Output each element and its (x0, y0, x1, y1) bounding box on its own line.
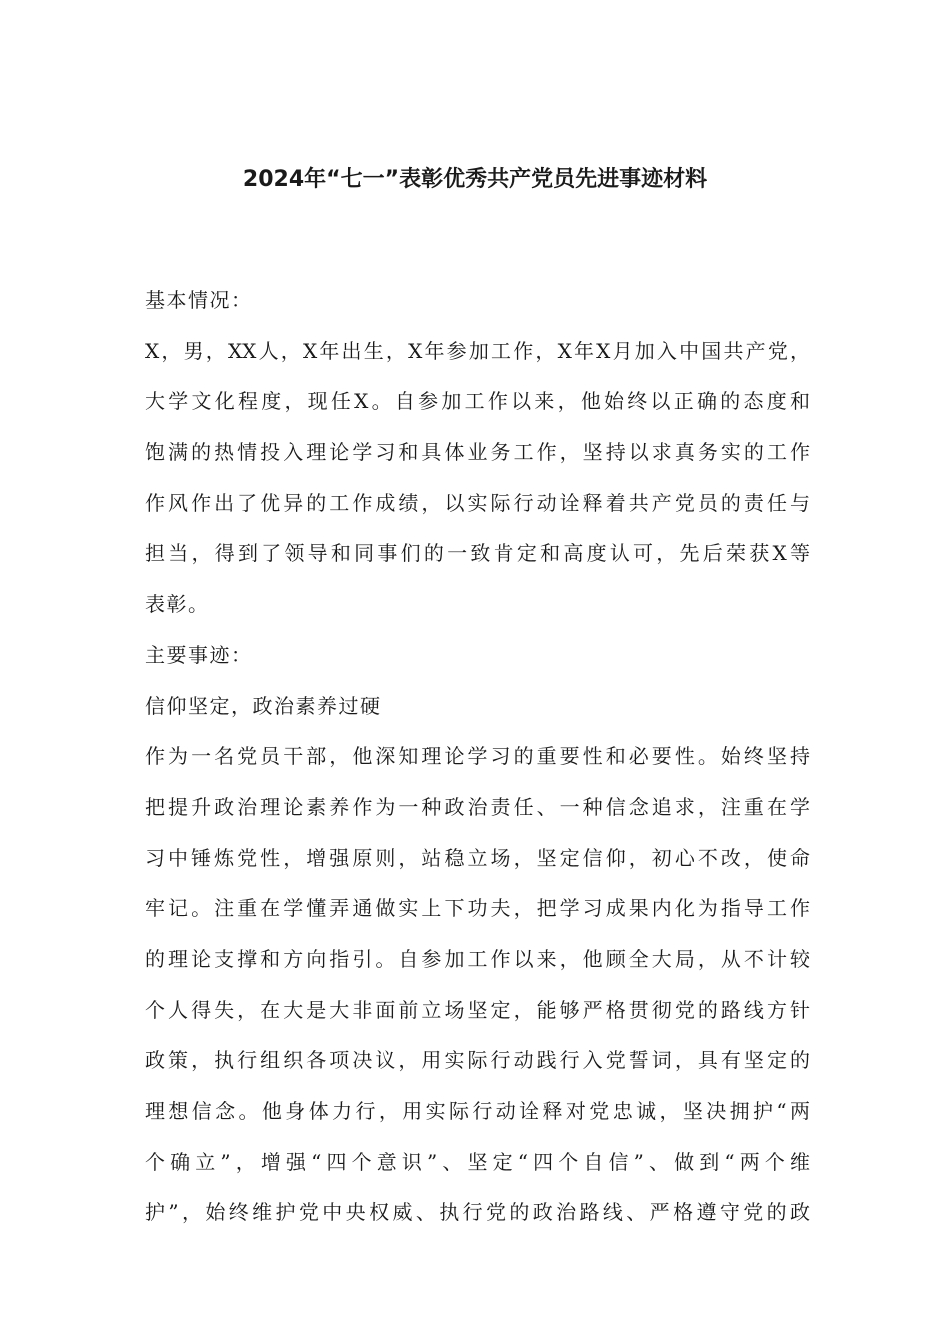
document-body (145, 280, 810, 1243)
paragraph-line: 作风作出了优异的工作成绩，以实际行动诠释着共产党员的责任与 (145, 490, 810, 515)
paragraph-line: 信仰坚定，政治素养过硬 (145, 693, 382, 718)
paragraph-line: 理想信念。他身体力行，用实际行动诠释对党忠诚，坚决拥护“两 (145, 1099, 810, 1123)
paragraph-line: 大学文化程度，现任X。自参加工作以来，他始终以正确的态度和 (145, 389, 810, 414)
paragraph-line: 表彰。 (145, 592, 210, 617)
paragraph-line: 担当，得到了领导和同事们的一致肯定和高度认可，先后荣获X等 (145, 541, 810, 566)
paragraph-line: 个人得失，在大是大非面前立场坚定，能够严格贯彻党的路线方针 (145, 997, 810, 1022)
paragraph-line: 政策，执行组织各项决议，用实际行动践行入党誓词，具有坚定的 (145, 1048, 810, 1073)
paragraph-line: 作为一名党员干部，他深知理论学习的重要性和必要性。始终坚持 (145, 744, 810, 769)
paragraph-line: 的理论支撑和方向指引。自参加工作以来，他顾全大局，从不计较 (145, 946, 810, 971)
paragraph-line: 护”，始终维护党中央权威、执行党的政治路线、严格遵守党的政 (145, 1200, 810, 1225)
paragraph-line: 个确立”，增强“四个意识”、坚定“四个自信”、做到“两个维 (145, 1149, 810, 1174)
paragraph-line: 牢记。注重在学懂弄通做实上下功夫，把学习成果内化为指导工作 (145, 896, 810, 921)
paragraph-line: 主要事迹： (145, 642, 253, 667)
paragraph-line: X，男，XX人，X年出生，X年参加工作，X年X月加入中国共产党， (145, 338, 810, 363)
paragraph-line: 把提升政治理论素养作为一种政治责任、一种信念追求，注重在学 (145, 794, 810, 819)
paragraph-line: 基本情况： (145, 288, 253, 312)
paragraph-line: 饱满的热情投入理论学习和具体业务工作，坚持以求真务实的工作 (145, 440, 810, 465)
paragraph-line: 习中锤炼党性，增强原则，站稳立场，坚定信仰，初心不改，使命 (145, 845, 810, 870)
document-title: 2024年“七一”表彰优秀共产党员先进事迹材料 (242, 167, 708, 192)
